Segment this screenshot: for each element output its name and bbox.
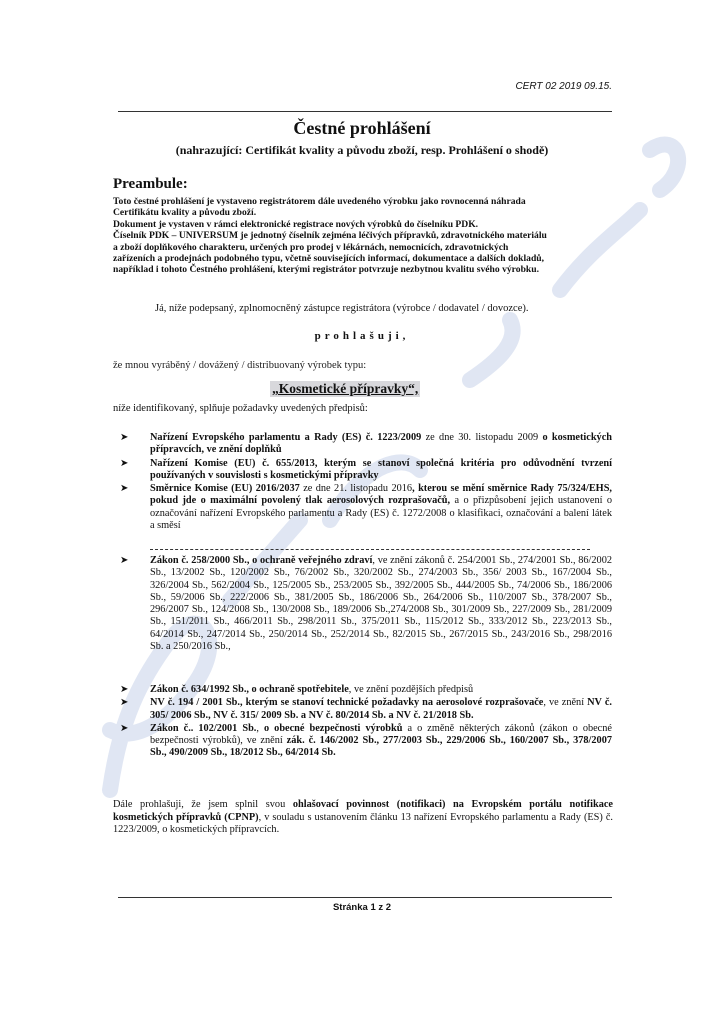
arrow-bullet-icon: ➤ (120, 483, 129, 495)
bold-text-segment: Zákon č. 634/1992 Sb., o ochraně spotřebitele (150, 684, 349, 695)
bold-text-segment: Směrnice Komise (EU) 2016/2037 (150, 483, 300, 495)
bold-text-segment: Nařízení Komise (EU) č. 655/2013, kterým se stanoví společná kritéria pro odůvodnění tvrzení používaných v souvislosti s kosmetickými přípravky (150, 457, 612, 481)
arrow-bullet-icon: ➤ (120, 457, 129, 469)
regulation-item (120, 432, 612, 457)
declaration-word: prohlašuji, (314, 330, 410, 342)
preamble-line: například i tohoto Čestného prohlášení, kterými registrátor potvrzuje nezbytnou kvalitu svého výrobku. (113, 264, 539, 276)
bold-text-segment: o kosmetických přípravcích, ve znění doplňků (150, 432, 612, 456)
preamble-line: Dokument je vystaven v rámci elektronické registrace nových výrobků do číselníku PDK. (113, 218, 479, 230)
document-subtitle: (nahrazující: Certifikát kvality a původu zboží, resp. Prohlášení o shodě) (175, 143, 549, 157)
preamble-line: Toto čestné prohlášení je vystaveno registrátorem dále uvedeného výrobku jako rovnocenná náhrada (113, 196, 526, 207)
arrow-bullet-icon: ➤ (120, 697, 129, 709)
text-segment: , v souladu s ustanovením článku 13 nařízení Evropského parlamentu a Rady (ES) č. 1223/2009, o kosmetických přípravcích. (113, 811, 613, 835)
arrow-bullet-icon: ➤ (120, 555, 129, 566)
bold-text-segment: NV č. 305/ 2006 Sb., NV č. 315/ 2009 Sb. a NV č. 80/2014 Sb. a NV č. 21/2018 Sb. (150, 697, 613, 721)
regulation-list-public-health (120, 555, 612, 654)
page-number: Stránka 1 z 2 (332, 902, 392, 913)
bold-text-segment: o obecné bezpečnosti výrobků (263, 722, 403, 734)
regulation-item (120, 458, 612, 483)
arrow-bullet-icon: ➤ (120, 432, 129, 443)
dashed-separator (150, 549, 590, 550)
preamble-line: a zboží doplňkového charakteru, určených pro prodej v lékárnách, nemocnicích, zdravotnických (113, 241, 509, 253)
text-segment: Dále prohlašuji, že jsem splnil svou (113, 799, 293, 810)
text-segment: , ve znění (543, 697, 588, 709)
bold-text-segment: Zákon č.. 102/2001 Sb. (150, 722, 257, 734)
bold-text-segment: ohlašovací povinnost (notifikaci) na Evropském portálu notifikace kosmetických přípravků (CPNP) (113, 799, 613, 823)
text-segment: , (256, 722, 264, 734)
regulation-item (120, 697, 612, 722)
signatory-statement: Já, níže podepsaný, zplnomocněný zástupce registrátora (výrobce / dodavatel / dovozce). (155, 303, 529, 314)
preamble-line: zařízeních a prodejnách podobného typu, včetně souvisejících informací, dokumentace a dalších dokladů, (113, 253, 545, 265)
closing-paragraph (113, 799, 613, 837)
top-rule (118, 111, 612, 112)
requirements-intro: níže identifikovaný, splňuje požadavky uvedených předpisů: (113, 403, 368, 414)
regulation-list-other (120, 684, 612, 761)
bold-text-segment: zák. č. 146/2002 Sb., 277/2003 Sb., 229/2006 Sb., 160/2007 Sb., 378/2007 Sb., 490/2009 Sb., 18/2012 Sb., 64/2014 Sb. (150, 735, 612, 759)
product-intro: že mnou vyráběný / dovážený / distribuovaný výrobek typu: (113, 360, 367, 371)
bold-text-segment: , kterou se mění směrnice Rady 75/324/EHS, pokud jde o maximální povolený tlak aerosolových rozprašovačů, (150, 483, 612, 507)
preamble-line: Certifikátu kvality a původu zboží. (113, 207, 257, 219)
text-segment: a o přizpůsobení jejich ustanovení o označování nařízení Evropského parlamentu a Rady (ES) č. 1272/2008 o klasifikaci, označování a balení látek a směsí (150, 495, 612, 532)
text-segment: , ve znění zákonů č. 254/2001 Sb., 274/2001 Sb., 86/2002 Sb., 13/2002 Sb., 120/2002 Sb., 76/2002 Sb., 320/2002 Sb., 274/2003 Sb., 356/ 2003 Sb., 167/2004 Sb., 326/2004 Sb., 562/2004 Sb., 125/2005 Sb., 253/2005 Sb., 392/2005 Sb., 444/2005 Sb., 74/2006 Sb., 186/2006 Sb., 59/2006 Sb., 222/2006 Sb., 381/2005 Sb., 186/2006 Sb., 264/2006 Sb., 110/2007 Sb., 378/2007 Sb., 296/2007 Sb., 124/2008 Sb., 130/2008 Sb., 189/2006 Sb.,274/2008 Sb., 301/2009 Sb., 227/2009 Sb., 281/2009 Sb., 151/2011 Sb., 466/2011 Sb., 298/2011 Sb., 375/2011 Sb., 115/2012 Sb., 333/2012 Sb., 223/2013 Sb., 64/2014 Sb., 247/2014 Sb., 250/2014 Sb., 252/2014 Sb., 82/2015 Sb., 267/2015 Sb., 243/2016 Sb., 298/2016 Sb. a 250/2016 Sb., (150, 555, 612, 653)
preamble-line: Číselník PDK – UNIVERSUM je jednotný číselník zejména léčivých přípravků, zdravotnického materiálu (113, 230, 547, 242)
bottom-rule (118, 897, 612, 898)
preamble-body (113, 196, 618, 276)
preamble-heading: Preambule: (113, 176, 188, 192)
regulation-item (120, 483, 612, 532)
bold-text-segment: Zákon č. 258/2000 Sb., o ochraně veřejného zdraví (150, 555, 373, 566)
arrow-bullet-icon: ➤ (120, 722, 129, 734)
product-type: „Kosmetické přípravky“, (272, 381, 419, 396)
regulation-list-eu (120, 432, 612, 533)
arrow-bullet-icon: ➤ (120, 684, 129, 695)
text-segment: ze dne 30. listopadu 2009 (421, 432, 543, 443)
document-title: Čestné prohlášení (293, 118, 431, 138)
document-code: CERT 02 2019 09.15. (515, 81, 612, 92)
regulation-item (120, 555, 612, 653)
text-segment: a o změně některých zákonů (zákon o obecné bezpečnosti výrobků), ve znění (150, 722, 612, 747)
text-segment: , ve znění pozdějších předpisů (348, 684, 474, 695)
text-segment: ze dne 21. listopadu 2016 (299, 483, 413, 495)
bold-text-segment: NV č. 194 / 2001 Sb., kterým se stanoví technické požadavky na aerosolové rozprašovače (150, 697, 544, 709)
regulation-item (120, 723, 612, 760)
regulation-item (120, 684, 612, 696)
bold-text-segment: Nařízení Evropského parlamentu a Rady (ES) č. 1223/2009 (150, 432, 422, 443)
